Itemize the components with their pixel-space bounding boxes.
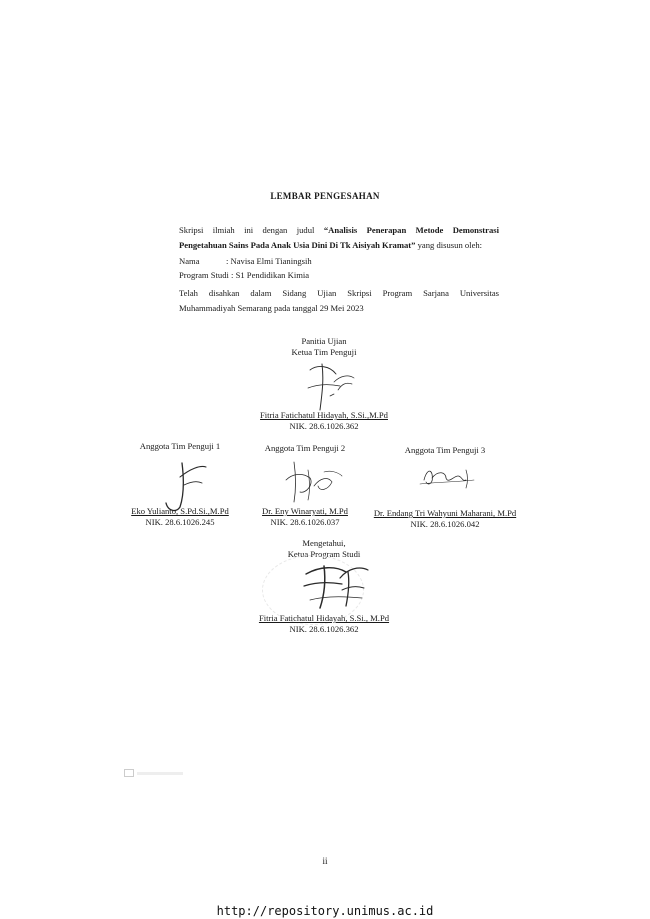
mengetahui-heading-2: Ketua Program Studi bbox=[287, 549, 361, 559]
page-title: LEMBAR PENGESAHAN bbox=[270, 191, 380, 201]
thesis-title-part-2: Pengetahuan Sains Pada Anak Usia Dini Di Tk Aisiyah Kramat” bbox=[179, 240, 416, 250]
signature-anggota-3 bbox=[418, 462, 478, 492]
anggota-3-role: Anggota Tim Penguji 3 bbox=[404, 445, 486, 455]
signature-ketua-program-studi bbox=[296, 560, 376, 612]
nama-value: : Navisa Elmi Tianingsih bbox=[226, 256, 312, 266]
signature-anggota-2 bbox=[280, 456, 350, 508]
intro-line-2 bbox=[179, 240, 499, 251]
page-number: ii bbox=[322, 856, 328, 866]
nama-row bbox=[179, 256, 499, 267]
ketua-program-studi-name: Fitria Fatichatul Hidayah, S.Si., M.Pd bbox=[258, 613, 390, 623]
program-studi: Program Studi : S1 Pendidikan Kimia bbox=[179, 270, 310, 280]
anggota-1-role: Anggota Tim Penguji 1 bbox=[139, 441, 221, 451]
telah-line-1: Telah disahkan dalam Sidang Ujian Skripsi Program Sarjana Universitas bbox=[179, 288, 499, 298]
scanner-watermark-bar bbox=[137, 772, 183, 775]
anggota-1-name: Eko Yulianto, S.Pd.Si.,M.Pd bbox=[131, 506, 229, 516]
signature-ketua-tim-penguji bbox=[300, 360, 360, 415]
thesis-title-part-1: “Analisis Penerapan Metode Demonstrasi bbox=[323, 225, 500, 235]
nama-label: Nama bbox=[179, 256, 200, 266]
scanner-watermark bbox=[124, 769, 183, 777]
ketua-program-studi-nik: NIK. 28.6.1026.362 bbox=[289, 624, 359, 634]
anggota-2-role: Anggota Tim Penguji 2 bbox=[264, 443, 346, 453]
anggota-1-nik: NIK. 28.6.1026.245 bbox=[145, 517, 215, 527]
anggota-3-nik: NIK. 28.6.1026.042 bbox=[410, 519, 480, 529]
anggota-2-name: Dr. Eny Winaryati, M.Pd bbox=[262, 506, 348, 516]
intro-text: Skripsi ilmiah ini dengan judul bbox=[179, 225, 315, 235]
scanner-logo-icon bbox=[124, 769, 134, 777]
panitia-heading-1: Panitia Ujian bbox=[301, 336, 347, 346]
telah-line-2: Muhammadiyah Semarang pada tanggal 29 Mei 2023 bbox=[179, 303, 364, 313]
anggota-3-name: Dr. Endang Tri Wahyuni Maharani, M.Pd bbox=[373, 508, 517, 518]
intro-line-1 bbox=[179, 225, 499, 236]
intro-suffix: yang disusun oleh: bbox=[415, 240, 483, 250]
panitia-heading-2: Ketua Tim Penguji bbox=[291, 347, 357, 357]
footer-url: http://repository.unimus.ac.id bbox=[216, 904, 434, 918]
ketua-tim-penguji-nik: NIK. 28.6.1026.362 bbox=[289, 421, 359, 431]
ketua-tim-penguji-name: Fitria Fatichatul Hidayah, S.Si.,M.Pd bbox=[260, 410, 388, 420]
mengetahui-heading-1: Mengetahui, bbox=[302, 538, 346, 548]
anggota-2-nik: NIK. 28.6.1026.037 bbox=[270, 517, 340, 527]
